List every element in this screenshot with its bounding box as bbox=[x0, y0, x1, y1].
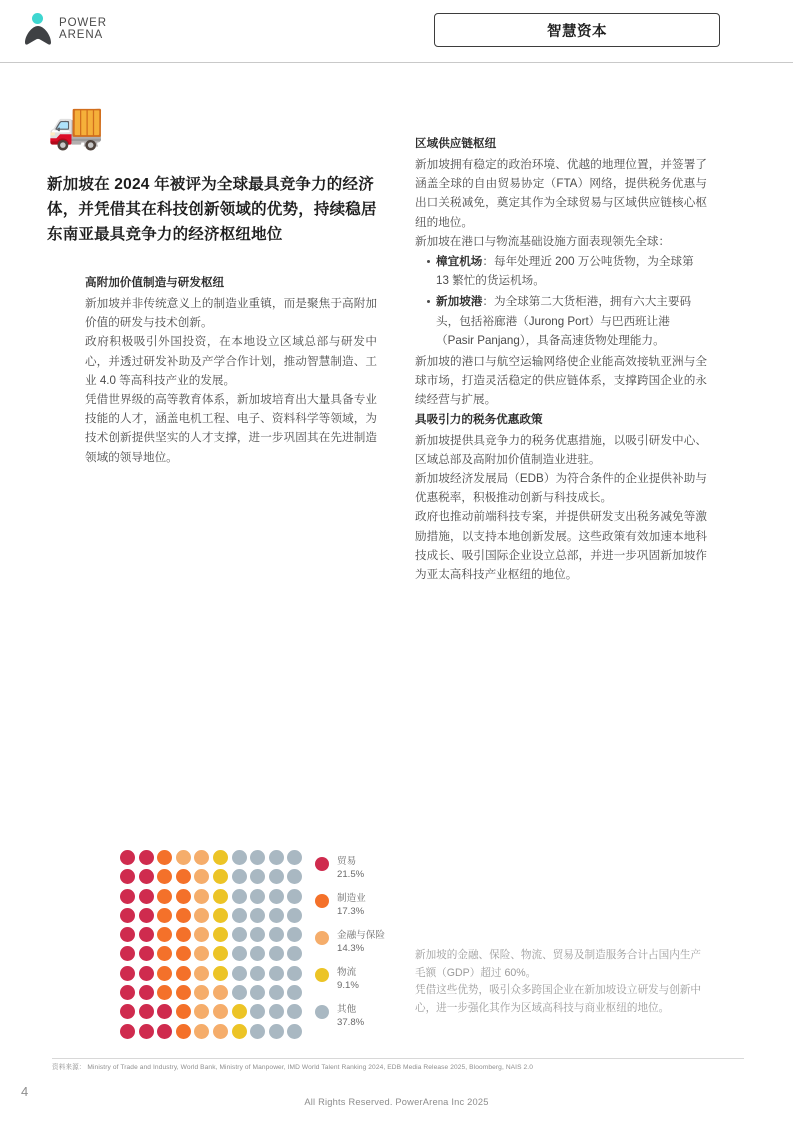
waffle-cell bbox=[120, 985, 135, 1000]
waffle-cell bbox=[194, 1004, 209, 1019]
right-section1-closing: 新加坡的港口与航空运输网络使企业能高效接轨亚洲与全球市场，打造灵活稳定的供应链体系，支撑跨国企业的永续经营与扩展。 bbox=[415, 355, 707, 407]
source-note: 资料来源： Ministry of Trade and Industry, World Bank, Ministry of Manpower, IMD World Talent Ranking 2024, EDB Media Release 2025, Bloomberg, NAIS 2.0 bbox=[52, 1064, 534, 1071]
logo-line-1: POWER bbox=[59, 16, 107, 29]
right-section2-paragraph-3: 政府也推动前端科技专案，并提供研发支出税务减免等激励措施，以支持本地创新发展。这些政策有效加速本地科技成长、吸引国际企业设立总部，并进一步巩固新加坡作为亚太高科技产业枢纽的地位。 bbox=[415, 510, 707, 582]
waffle-cell bbox=[232, 966, 247, 981]
waffle-cell bbox=[232, 1024, 247, 1039]
legend-item bbox=[315, 892, 410, 919]
waffle-cell bbox=[139, 946, 154, 961]
waffle-cell bbox=[139, 908, 154, 923]
waffle-cell bbox=[157, 966, 172, 981]
chart-legend bbox=[315, 855, 410, 1040]
waffle-cell bbox=[139, 889, 154, 904]
waffle-cell bbox=[287, 927, 302, 942]
waffle-cell bbox=[157, 927, 172, 942]
waffle-cell bbox=[194, 927, 209, 942]
waffle-cell bbox=[213, 1024, 228, 1039]
legend-label: 其他 bbox=[337, 1004, 357, 1015]
waffle-cell bbox=[176, 850, 191, 865]
waffle-cell bbox=[250, 1004, 265, 1019]
waffle-cell bbox=[194, 966, 209, 981]
bullet-term-2: 新加坡港 bbox=[436, 295, 483, 309]
waffle-cell bbox=[176, 966, 191, 981]
waffle-cell bbox=[269, 889, 284, 904]
waffle-grid bbox=[120, 850, 306, 1043]
legend-swatch-icon bbox=[315, 857, 329, 871]
waffle-cell bbox=[213, 946, 228, 961]
waffle-cell bbox=[250, 908, 265, 923]
chart-caption-paragraph-2: 凭借这些优势，吸引众多跨国企业在新加坡设立研发与创新中心，进一步强化其作为区域高科技与商业枢纽的地位。 bbox=[415, 984, 702, 1014]
waffle-cell bbox=[194, 889, 209, 904]
waffle-cell bbox=[213, 850, 228, 865]
waffle-cell bbox=[157, 1024, 172, 1039]
chart-caption-paragraph-1: 新加坡的金融、保险、物流、贸易及制造服务合计占国内生产毛额（GDP）超过 60%。 bbox=[415, 949, 702, 979]
waffle-cell bbox=[213, 869, 228, 884]
waffle-cell bbox=[213, 908, 228, 923]
waffle-cell bbox=[194, 946, 209, 961]
waffle-cell bbox=[120, 927, 135, 942]
logo-arc-icon bbox=[25, 26, 51, 45]
waffle-cell bbox=[250, 1024, 265, 1039]
waffle-cell bbox=[232, 1004, 247, 1019]
waffle-cell bbox=[120, 869, 135, 884]
left-paragraph-1: 新加坡并非传统意义上的制造业重镇，而是聚焦于高附加价值的研发与技术创新。 bbox=[85, 297, 377, 330]
waffle-cell bbox=[250, 869, 265, 884]
waffle-cell bbox=[176, 889, 191, 904]
page-header bbox=[0, 0, 793, 60]
legend-item bbox=[315, 855, 410, 882]
waffle-cell bbox=[287, 966, 302, 981]
waffle-cell bbox=[250, 966, 265, 981]
logo-wordmark bbox=[59, 17, 107, 42]
left-column bbox=[47, 96, 377, 467]
waffle-cell bbox=[120, 908, 135, 923]
left-paragraph-2: 政府积极吸引外国投资，在本地设立区域总部与研发中心，并透过研发补助及产学合作计划，推动智慧制造、工业 4.0 等高科技产业的发展。 bbox=[85, 335, 377, 387]
legend-value: 21.5% bbox=[337, 869, 365, 880]
bullet-text-1: ：每年处理近 200 万公吨货物，为全球第 13 繁忙的货运机场。 bbox=[436, 255, 694, 288]
waffle-cell bbox=[139, 869, 154, 884]
waffle-cell bbox=[120, 889, 135, 904]
waffle-cell bbox=[157, 985, 172, 1000]
legend-item bbox=[315, 1003, 410, 1030]
waffle-cell bbox=[157, 946, 172, 961]
waffle-cell bbox=[269, 1024, 284, 1039]
waffle-cell bbox=[213, 966, 228, 981]
legend-value: 17.3% bbox=[337, 906, 365, 917]
waffle-cell bbox=[139, 1004, 154, 1019]
right-section2-paragraph-1: 新加坡提供具竞争力的税务优惠措施，以吸引研发中心、区域总部及高附加价值制造业进驻。 bbox=[415, 433, 707, 466]
legend-label: 贸易 bbox=[337, 856, 357, 867]
waffle-cell bbox=[157, 850, 172, 865]
legend-value: 14.3% bbox=[337, 943, 365, 954]
waffle-cell bbox=[269, 985, 284, 1000]
page-number: 4 bbox=[21, 1084, 29, 1099]
waffle-cell bbox=[176, 985, 191, 1000]
waffle-cell bbox=[176, 1004, 191, 1019]
list-item bbox=[427, 292, 707, 350]
bullet-term-1: 樟宜机场 bbox=[436, 255, 483, 269]
waffle-cell bbox=[176, 927, 191, 942]
chart-caption bbox=[415, 947, 707, 1017]
waffle-cell bbox=[213, 1004, 228, 1019]
waffle-cell bbox=[269, 1004, 284, 1019]
right-section1-paragraph-1: 新加坡拥有稳定的政治环境、优越的地理位置，并签署了涵盖全球的自由贸易协定（FTA）网络，提供税务优惠与出口关税减免，奠定其作为全球贸易与区域供应链核心枢纽的地位。 bbox=[415, 158, 707, 229]
waffle-cell bbox=[120, 946, 135, 961]
waffle-cell bbox=[213, 927, 228, 942]
waffle-cell bbox=[287, 946, 302, 961]
waffle-cell bbox=[194, 908, 209, 923]
legend-item bbox=[315, 929, 410, 956]
right-section2-heading: 具吸引力的税务优惠政策 bbox=[415, 412, 543, 426]
waffle-cell bbox=[232, 946, 247, 961]
waffle-cell bbox=[213, 985, 228, 1000]
logo-mark bbox=[24, 12, 52, 46]
right-section1-paragraph-2: 新加坡在港口与物流基础设施方面表现领先全球： bbox=[415, 234, 671, 248]
truck-icon: 🚚 bbox=[47, 99, 105, 151]
bullet-text-2: ：为全球第二大货柜港，拥有六大主要码头，包括裕廊港（Jurong Port）与巴西班让港（Pasir Panjang），具备高速货物处理能力。 bbox=[436, 295, 692, 347]
legend-text bbox=[337, 929, 385, 956]
powerarena-logo bbox=[24, 12, 107, 46]
waffle-cell bbox=[194, 869, 209, 884]
infrastructure-bullet-list bbox=[415, 252, 707, 350]
waffle-cell bbox=[269, 927, 284, 942]
legend-swatch-icon bbox=[315, 931, 329, 945]
waffle-cell bbox=[157, 889, 172, 904]
left-section-block bbox=[85, 273, 377, 467]
waffle-cell bbox=[287, 869, 302, 884]
waffle-cell bbox=[232, 889, 247, 904]
waffle-cell bbox=[232, 850, 247, 865]
waffle-cell bbox=[139, 966, 154, 981]
legend-swatch-icon bbox=[315, 968, 329, 982]
legend-swatch-icon bbox=[315, 894, 329, 908]
waffle-cell bbox=[176, 946, 191, 961]
waffle-cell bbox=[232, 985, 247, 1000]
waffle-cell bbox=[176, 908, 191, 923]
legend-value: 9.1% bbox=[337, 980, 359, 991]
list-item bbox=[427, 252, 707, 290]
waffle-cell bbox=[232, 869, 247, 884]
source-divider bbox=[52, 1058, 744, 1059]
waffle-cell bbox=[194, 1024, 209, 1039]
waffle-cell bbox=[157, 908, 172, 923]
logo-line-2: ARENA bbox=[59, 29, 104, 41]
waffle-cell bbox=[287, 908, 302, 923]
left-paragraph-3: 凭借世界级的高等教育体系，新加坡培育出大量具备专业技能的人才，涵盖电机工程、电子、资料科学等领域，为技术创新提供坚实的人才支撑，进一步巩固其在先进制造领域的领导地位。 bbox=[85, 393, 377, 464]
legend-text bbox=[337, 892, 366, 919]
waffle-cell bbox=[120, 1004, 135, 1019]
waffle-cell bbox=[139, 1024, 154, 1039]
chapter-badge-label: 智慧资本 bbox=[547, 23, 607, 40]
page-title: 新加坡在 2024 年被评为全球最具竞争力的经济体，并凭借其在科技创新领域的优势，持续稳居东南亚最具竞争力的经济枢纽地位 bbox=[47, 176, 377, 243]
waffle-cell bbox=[287, 850, 302, 865]
waffle-cell bbox=[232, 927, 247, 942]
waffle-cell bbox=[269, 850, 284, 865]
waffle-cell bbox=[287, 985, 302, 1000]
waffle-cell bbox=[194, 985, 209, 1000]
legend-value: 37.8% bbox=[337, 1017, 365, 1028]
waffle-cell bbox=[250, 985, 265, 1000]
waffle-cell bbox=[250, 946, 265, 961]
waffle-cell bbox=[269, 908, 284, 923]
footer-copyright: All Rights Reserved. PowerArena Inc 2025 bbox=[304, 1097, 489, 1107]
waffle-cell bbox=[194, 850, 209, 865]
waffle-cell bbox=[157, 869, 172, 884]
right-column bbox=[415, 134, 707, 584]
waffle-cell bbox=[250, 850, 265, 865]
legend-label: 制造业 bbox=[337, 893, 366, 904]
waffle-cell bbox=[250, 889, 265, 904]
waffle-cell bbox=[120, 1024, 135, 1039]
logo-dot-icon bbox=[32, 13, 43, 24]
legend-text bbox=[337, 1003, 364, 1030]
legend-text bbox=[337, 855, 364, 882]
legend-label: 物流 bbox=[337, 967, 357, 978]
waffle-cell bbox=[120, 850, 135, 865]
legend-label: 金融与保险 bbox=[337, 930, 385, 941]
waffle-cell bbox=[157, 1004, 172, 1019]
waffle-cell bbox=[139, 850, 154, 865]
right-section2-paragraph-2: 新加坡经济发展局（EDB）为符合条件的企业提供补助与优惠税率，积极推动创新与科技成长。 bbox=[415, 472, 707, 505]
legend-swatch-icon bbox=[315, 1005, 329, 1019]
waffle-cell bbox=[269, 946, 284, 961]
waffle-cell bbox=[176, 1024, 191, 1039]
waffle-cell bbox=[232, 908, 247, 923]
waffle-cell bbox=[269, 966, 284, 981]
waffle-cell bbox=[139, 927, 154, 942]
legend-text bbox=[337, 966, 359, 993]
waffle-cell bbox=[250, 927, 265, 942]
left-section-heading: 高附加价值制造与研发枢纽 bbox=[85, 276, 225, 289]
legend-item bbox=[315, 966, 410, 993]
header-divider bbox=[0, 62, 793, 63]
gdp-waffle-chart bbox=[120, 850, 306, 1043]
waffle-cell bbox=[287, 1004, 302, 1019]
waffle-cell bbox=[287, 1024, 302, 1039]
waffle-cell bbox=[213, 889, 228, 904]
waffle-cell bbox=[269, 869, 284, 884]
waffle-cell bbox=[287, 889, 302, 904]
waffle-cell bbox=[176, 869, 191, 884]
chapter-badge bbox=[434, 13, 720, 47]
waffle-cell bbox=[120, 966, 135, 981]
right-section1-heading: 区域供应链枢纽 bbox=[415, 137, 497, 150]
waffle-cell bbox=[139, 985, 154, 1000]
